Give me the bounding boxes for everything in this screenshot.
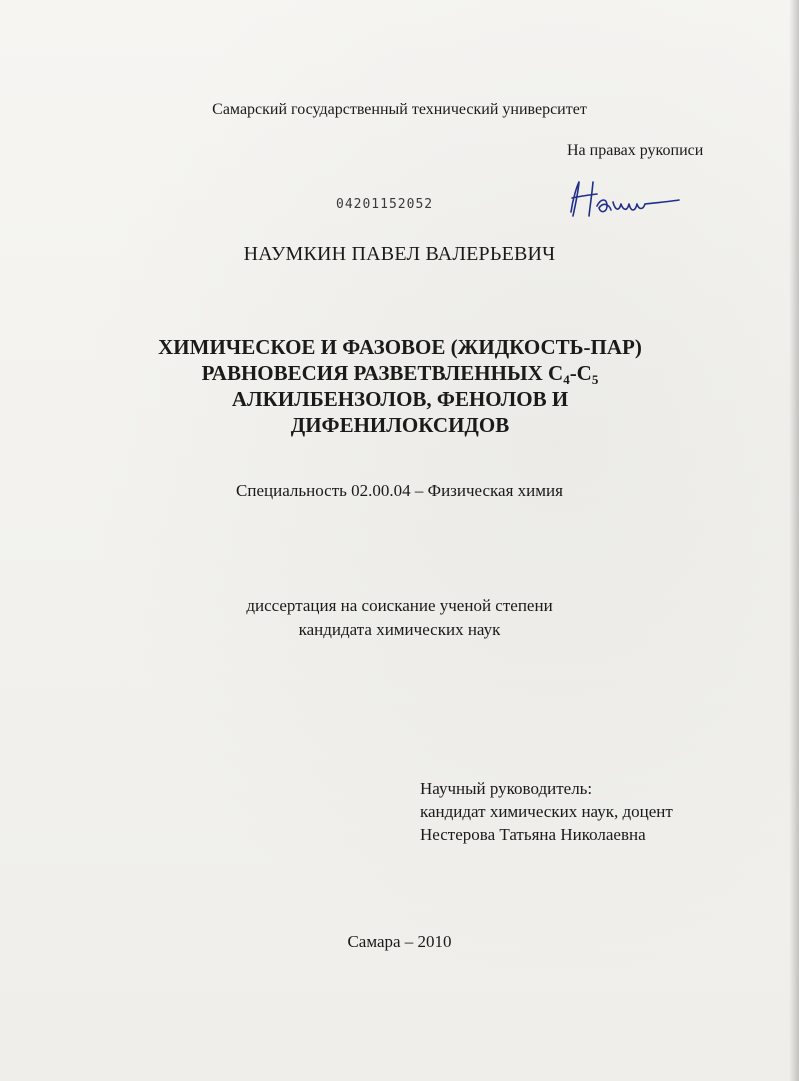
document-number: 04201152052 [336,197,434,212]
degree-line-1: диссертация на соискание ученой степени [246,596,553,615]
supervisor-label: Научный руководитель: [420,779,593,798]
scan-edge-shadow [789,0,799,1081]
title-line-2: РАВНОВЕСИЯ РАЗВЕТВЛЕННЫХ $С_4-С_5$ [201,361,599,387]
degree-line-2: кандидата химических наук [298,620,501,639]
handwritten-signature [563,176,683,224]
title-line-1: ХИМИЧЕСКОЕ И ФАЗОВОЕ (ЖИДКОСТЬ-ПАР) [158,335,642,359]
city-year: Самара – 2010 [347,932,452,951]
supervisor-degree: кандидат химических наук, доцент [420,802,673,821]
author-name: НАУМКИН ПАВЕЛ ВАЛЕРЬЕВИЧ [243,243,556,265]
degree-statement [0,594,799,642]
specialty: Специальность 02.00.04 – Физическая химия [236,481,563,500]
title-line-3: АЛКИЛБЕНЗОЛОВ, ФЕНОЛОВ И [231,387,569,411]
supervisor-block [420,777,673,846]
manuscript-note: На правах рукописи [567,142,704,159]
title-line-4: ДИФЕНИЛОКСИДОВ [290,413,510,437]
dissertation-title [100,334,700,438]
university-name: Самарский государственный технический университет [212,101,587,118]
supervisor-name: Нестерова Татьяна Николаевна [420,825,646,844]
